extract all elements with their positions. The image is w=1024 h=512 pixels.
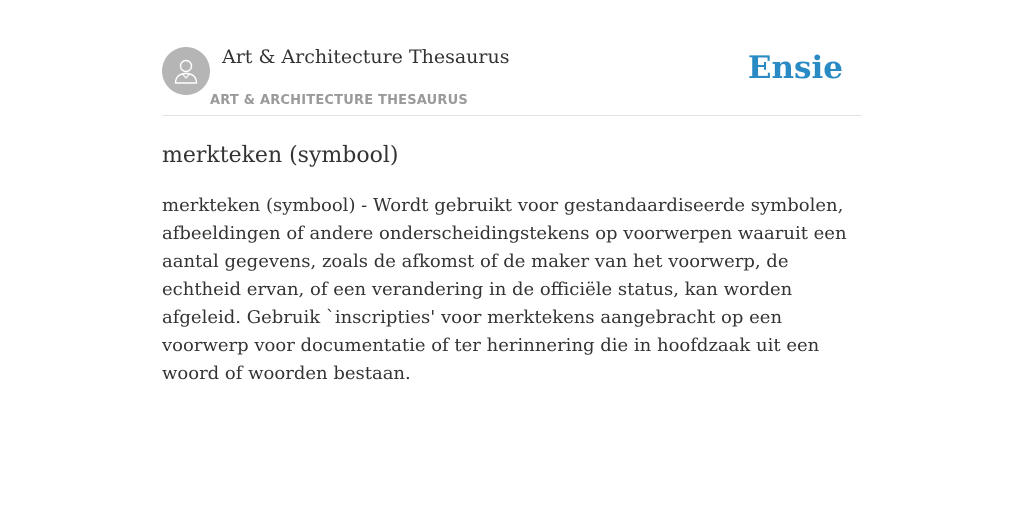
- term-title: merkteken (symbool): [162, 143, 399, 168]
- source-title-link[interactable]: Art & Architecture Thesaurus: [222, 46, 510, 68]
- user-icon: [172, 57, 200, 85]
- main-content: [162, 40, 862, 388]
- brand-logo[interactable]: Ensie: [747, 50, 843, 86]
- definition-text: merkteken (symbool) - Wordt gebruikt voor gestandaardiseerde symbolen, afbeeldingen of andere onderscheidingstekens op voorwerpen waaruit een aantal gegevens, zoals de afkomst of de maker van het voorwerp, de echtheid ervan, of een verandering in de officiële status, kan worden afgeleid. Gebruik `inscripties' voor merktekens aangebracht op een voorwerp voor documentatie of ter herinnering die in hoofdzaak uit een woord of woorden bestaan.: [162, 195, 847, 384]
- source-header: [162, 40, 862, 116]
- avatar[interactable]: [162, 47, 210, 95]
- source-subtitle-link[interactable]: ART & ARCHITECTURE THESAURUS: [210, 93, 468, 108]
